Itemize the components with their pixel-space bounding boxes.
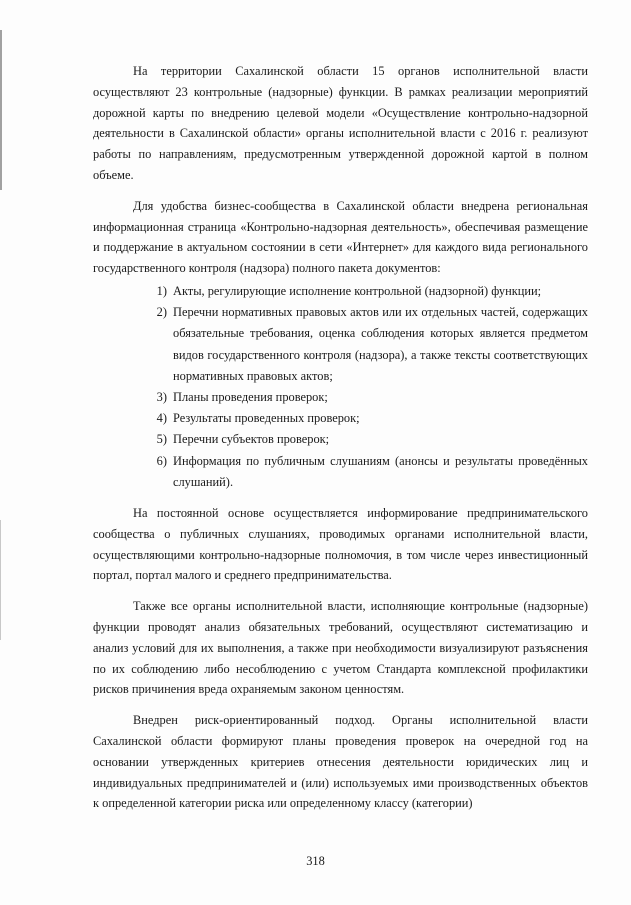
list-item-number: 4) [156,411,167,426]
list-item-text: Планы проведения проверок; [173,389,328,404]
list-item-text: Акты, регулирующие исполнение контрольной (надзорной) функции; [173,283,542,298]
list-item-text: Перечни нормативных правовых актов или их отдельных частей, содержащих обязательные требования, оценка соблюдения которых является предметом видов государственного контроля (надзора), а также тексты соответствующих нормативных правовых актов; [173,305,588,383]
list-item [93,429,588,450]
list-item [93,281,588,302]
list-item-number: 3) [156,389,167,404]
paragraph-info-page: Для удобства бизнес-сообщества в Сахалинской области внедрена региональная информационная страница «Контрольно-надзорная деятельность», обеспечивая размещение и поддержание в актуальном состоянии в сети «Интернет» для каждого вида регионального государственного контроля (надзора) полного пакета документов: [93,198,588,276]
list-item-text: Информация по публичным слушаниям (анонсы и результаты проведённых слушаний). [173,453,588,489]
paragraph-territory: На территории Сахалинской области 15 органов исполнительной власти осуществляют 23 контрольные (надзорные) функции. В рамках реализации мероприятий дорожной карты по внедрению целевой модели «Осуществление контрольно-надзорной деятельности в Сахалинской области» органы исполнительной власти с 2016 г. реализуют работы по направлениям, предусмотренным утвержденной дорожной картой в полном объеме. [93,64,588,182]
list-item [93,451,588,493]
list-item-text: Перечни субъектов проверок; [173,432,330,447]
list-item-number: 5) [156,432,167,447]
scan-edge-mark [0,520,1,640]
list-item-number: 6) [156,453,167,468]
paragraph-requirements-analysis: Также все органы исполнительной власти, исполняющие контрольные (надзорные) функции проводят анализ обязательных требований, осуществляют систематизацию и анализ условий для их выполнения, а также при необходимости визуализируют разъяснения по их соблюдению либо несоблюдению с учетом Стандарта комплексной профилактики рисков причинения вреда охраняемым законом ценностям. [93,599,588,697]
list-item-text: Результаты проведенных проверок; [173,411,360,426]
paragraph-public-hearings: На постоянной основе осуществляется информирование предпринимательского сообщества о публичных слушаниях, проводимых органами исполнительной власти, осуществляющими контрольно-надзорные полномочия, в том числе через инвестиционный портал, портал малого и среднего предпринимательства. [93,506,588,583]
list-item [93,302,588,387]
list-item-number: 2) [156,305,167,320]
page-number: 318 [306,854,325,868]
list-item-number: 1) [156,283,167,298]
scan-edge-mark [0,30,2,190]
paragraph-risk-approach: Внедрен риск-ориентированный подход. Органы исполнительной власти Сахалинской области формируют планы проведения проверок на очередной год на основании утвержденных критериев отнесения деятельности юридических лиц и индивидуальных предпринимателей и (или) используемых ими производственных объектов к определенной категории риска или определенному классу (категории) [93,713,588,811]
page-body [93,61,588,814]
list-item [93,387,588,408]
list-item [93,408,588,429]
documents-list [93,281,588,493]
